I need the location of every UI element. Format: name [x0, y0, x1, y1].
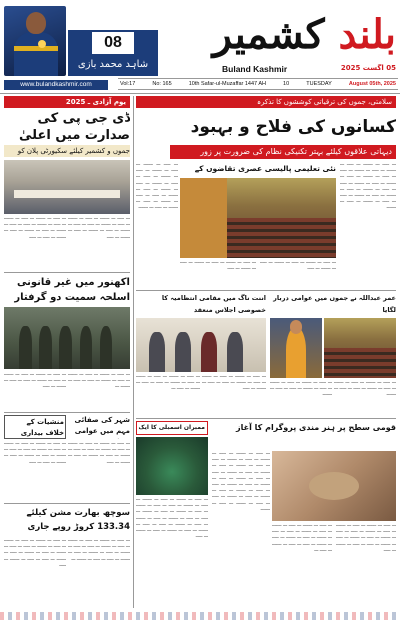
left-section-label: یوم آزادی ـ 2025 — [4, 96, 130, 108]
logo-urdu-accent: کشمیر — [212, 11, 325, 58]
jersey-number: 08 — [92, 32, 134, 54]
jersey-name: شاہد محمد بازی — [77, 59, 149, 70]
dateline — [118, 78, 398, 90]
photo-group-meeting — [136, 318, 266, 372]
story-text-block: ـــ ـــــ ـــ ـــــــ ـــ ـــــ ـــ ـــــــ ـــ ـــــ ـــ ـــــــ ـــ ـــــ ـــ ـــــ ـــ ـــــــ ـــ ـــــ ـــ ـــــــ ـــ ـــــ ـــ ـــــــ ـــ ـــــ ـــ ـــــ ـــ ـــــــ ـــ ـــــ ـــ ـــــــ ـــ ـــــ ـــ ـــــــ ـــ ـــــ ـــ ـــــ ـــ ـــــــ ـــ ـــــ ـــ ـــــــ ـــ ـــــ ـــ ـــــــ ـــ ـــــ — [136, 497, 208, 540]
story-text-block: ـــ ـــــ ـــ ـــــــ ـــ ـــــ ـــ ـــــــ ـــ ـــــ ـــ ـــــــ ـــ ـــــ — [260, 260, 336, 272]
story-text-block: ـــ ـــــ ـــ ـــــــ ـــ ـــــ ـــ ـــــــ ـــ ـــــ ـــ ـــــــ ـــ ـــــ ـــ ـــــ ـــ ـــــــ ـــ ـــــ ـــ — [136, 374, 200, 392]
photo-hands — [272, 451, 396, 521]
story-headline: شہر کی صفائی مہم میں عوامی — [74, 416, 130, 435]
main-headline: کسانوں کی فلاح و بہبود — [190, 117, 396, 137]
dateline-hijri: 10th Safar-ul-Muzaffar 1447 AH — [188, 81, 266, 87]
main-story-text: ـــ ـــــ ـــ ـــــــ ـــ ـــــ ـــ ـــــــ ـــ ـــــ ـــ ـــــــ ـــ ـــــ ـــ ـــــ ـــ ـــــــ ـــ ـــــ ـــ ـــــــ ـــ ـــــ ـــ ـــــــ ـــ ـــــ ـــ ـــــ ـــ ـــــــ ـــ ـــــ ـــ ـــــــ ـــ ـــــ ـــ ـــــــ ـــ ـــــ ـــ ـــــ ـــ ـــــــ ـــ ـــــ ـــ ـــــــ — [340, 162, 396, 211]
story-headline: عمر عبداللہ نے جموں میں عوامی دربار لگایا — [273, 294, 396, 314]
story-text-block: ـــ ـــــ ـــ ـــــــ ـــ ـــــ ـــ ـــــــ ـــ ـــــ ـــ ـــــــ ـــ ـــــ ـــ ـــــ ـــ ـــــــ ـــ ـــــ ـــ ـــــــ ـــ ـــــ ـــ ـــــــ ـــ ـــــ ـــ ـــــ ـــ ـــــــ ـــ ـــــ — [336, 523, 396, 553]
photo-legislative-assembly — [136, 437, 208, 495]
photo-audience — [324, 318, 396, 378]
story-text-block: ـــ ـــــ ـــ ـــــــ ـــ ـــــ ـــ ـــــــ ـــ ـــــ ـــ ـــــــ ـــ ـــــ ـــ ـــــ ـــ ـــــــ ـــ ـــــ ـــ ـــــــ ـــ ـــــ ـــ ـــــــ ـــ ـــــ — [68, 441, 130, 465]
story-text-block: ـــ ـــــ ـــ ـــــــ ـــ ـــــ ـــ ـــــــ ـــ ـــــ ـــ ـــــــ ـــ ـــــ ـــ ـــــ ـــ ـــــــ — [270, 380, 332, 398]
dateline-date-ur: 05 اگست 2025 — [340, 64, 396, 72]
story-text-block: ـــ ـــــ ـــ ـــــــ ـــ ـــــ ـــ ـــــــ ـــ ـــــ ـــ ـــــــ ـــ ـــــ ـــ ـــــ ـــ ـــــــ ـــ ـــــ ـــ ـــــــ ـــ ـــــ ـــ ـــــــ ـــ ـــــ ـــ ـــــ — [4, 216, 66, 240]
logo-urdu-main: بلند — [338, 11, 396, 58]
story-headline: سوچھ بھارت مشن کیلئے 133.34 کروڑ روپے جاری — [26, 508, 130, 532]
photo-arrest — [4, 307, 130, 369]
story-headline: اکھنور میں غیر قانونی اسلحہ سمیت دو گرفتار — [14, 277, 130, 303]
photo-assembly-hall — [180, 178, 336, 258]
story-headline: نئی تعلیمی پالیسی عصری تقاضوں کے — [194, 164, 336, 173]
dateline-weekday: TUESDAY — [306, 81, 332, 87]
dateline-price: 10 — [283, 81, 290, 87]
column-rule — [4, 412, 130, 413]
story-text-block: ـــ ـــــ ـــ ـــــــ ـــ ـــــ ـــ ـــــــ ـــ ـــــ ـــ ـــــــ ـــ ـــــ ـــ ـــــ ـــ ـــــــ ـــ ـــــ ـــ ـــــــ ـــ ـــــ ـــ ـــــــ ـــ ـــــ ـــ ـــــ ـــ ـــــــ ـــ ـــــ ـــ — [272, 523, 332, 553]
story-text-block: ـــ ـــــ ـــ ـــــــ ـــ ـــــ ـــ ـــــــ ـــ ـــــ ـــ ـــــــ ـــ ـــــ ـــ ـــــ ـــ ـــــــ — [334, 380, 396, 398]
story-text-block: ـــ ـــــ ـــ ـــــــ ـــ ـــــ ـــ ـــــــ ـــ ـــــ ـــ ـــــــ ـــ ـــــ ـــ ـــــ ـــ ـــــــ ـــ ـــــ ـــ ـــــــ ـــ ـــــ ـــ ـــــــ ـــ ـــــ ـــ ـــــ ـــ ـــــــ ـــ ـــــ ـــ ـــــــ ـــ ـــــ ـــ ـــــــ ـــ ـــــ ـــ ـــــ ـــ ـــــــ ـــ ـــــ ـــ ـــــــ ـــ ـــــ ـــ ـــــــ ـــ ـــــ ـــ ـــــ ـــ ـــــــ ـــ ـــــ ـــ ـــــــ — [212, 451, 270, 512]
left-subheadline: جموں و کشمیر کیلئے سکیورٹی پلان کو — [4, 145, 130, 157]
right-section-label: سلامتی، جموں کی ترقیاتی کوششوں کا تذکرہ — [136, 96, 396, 108]
story-text-block: ـــ ـــــ ـــ ـــــــ ـــ ـــــ ـــ ـــــــ ـــ ـــــ ـــ ـــــــ ـــ ـــــ ـــ ـــــ ـــ ـــــــ ـــ ـــــ ـــ ـــــــ ـــ ـــــ ـــ ـــــــ ـــ ـــــ ـــ ـــــ ـــ ـــــــ ـــ ـــــ ـــ ـــــــ ـــ ـــــ ـــ ـــــــ — [136, 162, 178, 211]
story-text-block: ـــ ـــــ ـــ ـــــــ ـــ ـــــ ـــ ـــــــ ـــ ـــــ ـــ ـــــــ ـــ ـــــ ـــ ـــــ ـــ ـــــــ ـــ ـــــ ـــ ـــــــ ـــ ـــــ ـــ ـــــــ ـــ ـــــ ـــ ـــــ — [4, 441, 66, 465]
photo-speaker — [270, 318, 322, 378]
story-text-block: ـــ ـــــ ـــ ـــــــ ـــ ـــــ ـــ ـــــــ ـــ ـــــ ـــ ـــــــ ـــ ـــــ ـــ ـــــ ـــ ـــــــ ـــ ـــــ ـــ ـــــــ ـــ ـــــ ـــ ـــــــ ـــ ـــــ — [68, 216, 130, 240]
story-headline: اننت ناگ میں مقامی انتظامیہ کا خصوصی اجلاس منعقد — [161, 294, 266, 314]
newspaper-logo — [196, 4, 396, 66]
main-subheadline: دیہاتی علاقوں کیلئے بہتر تکنیکی نظام کی ضرورت پر زور — [170, 145, 396, 159]
website-link[interactable]: www.bulandkashmir.com — [4, 80, 108, 90]
dateline-vol: Vol:17 — [120, 81, 136, 87]
story-text-block: ـــ ـــــ ـــ ـــــــ ـــ ـــــ ـــ ـــــــ ـــ ـــــ ـــ ـــــــ ـــ ـــــ — [180, 260, 256, 272]
column-rule — [4, 503, 130, 504]
story-headline: ممبران اسمبلی کا ایک — [136, 421, 208, 435]
section-rule — [136, 290, 396, 291]
column-divider — [133, 96, 134, 608]
story-text-block: ـــ ـــــ ـــ ـــــــ ـــ ـــــ ـــ ـــــــ ـــ ـــــ ـــ ـــــــ ـــ ـــــ ـــ ـــــ ـــ ـــــــ ـــ — [68, 372, 130, 390]
player-photo — [4, 6, 66, 76]
story-text-block: ـــ ـــــ ـــ ـــــــ ـــ ـــــ ـــ ـــــــ ـــ ـــــ ـــ ـــــــ ـــ ـــــ ـــ ـــــ ـــ ـــــــ ـــ ـــــ ـــ ـــــــ ـــ ـــــ ـــ ـــــــ ـــ ـــــ ـــ ـــــ ـــ ـــــــ ـــ ـــــ — [4, 538, 66, 568]
story-headline: منشیات کے خلاف بیداری — [4, 415, 66, 439]
photo-dgp-meeting — [4, 160, 130, 214]
story-text-block: ـــ ـــــ ـــ ـــــــ ـــ ـــــ ـــ ـــــــ ـــ ـــــ ـــ ـــــــ ـــ ـــــ ـــ ـــــ ـــ ـــــــ ـــ ـــــ ـــ ـــــــ ـــ ـــــ ـــ ـــــــ ـــ ـــــ ـــ ـــــ ـــ ـــــــ ـــ — [68, 538, 130, 562]
masthead — [0, 0, 400, 92]
dateline-date-en: August 05th, 2025 — [348, 81, 396, 87]
jersey-badge — [68, 30, 158, 76]
column-rule — [4, 272, 130, 273]
story-headline: قومی سطح پر ہنر مندی پروگرام کا آغاز — [236, 423, 396, 432]
masthead-rule — [0, 93, 400, 94]
section-rule — [136, 418, 396, 419]
dateline-issue: No: 165 — [152, 81, 172, 87]
left-headline: ڈی جی پی کی صدارت میں اعلیٰ — [19, 111, 130, 143]
logo-english: Buland Kashmir — [222, 64, 288, 74]
story-text-block: ـــ ـــــ ـــ ـــــــ ـــ ـــــ ـــ ـــــــ ـــ ـــــ ـــ ـــــــ ـــ ـــــ ـــ ـــــ ـــ ـــــــ ـــ ـــــ — [4, 372, 66, 390]
bottom-registration-strip — [0, 612, 400, 620]
story-text-block: ـــ ـــــ ـــ ـــــــ ـــ ـــــ ـــ ـــــــ ـــ ـــــ ـــ ـــــــ ـــ ـــــ ـــ ـــــ ـــ ـــــــ ـــ ـــــ — [202, 374, 266, 392]
